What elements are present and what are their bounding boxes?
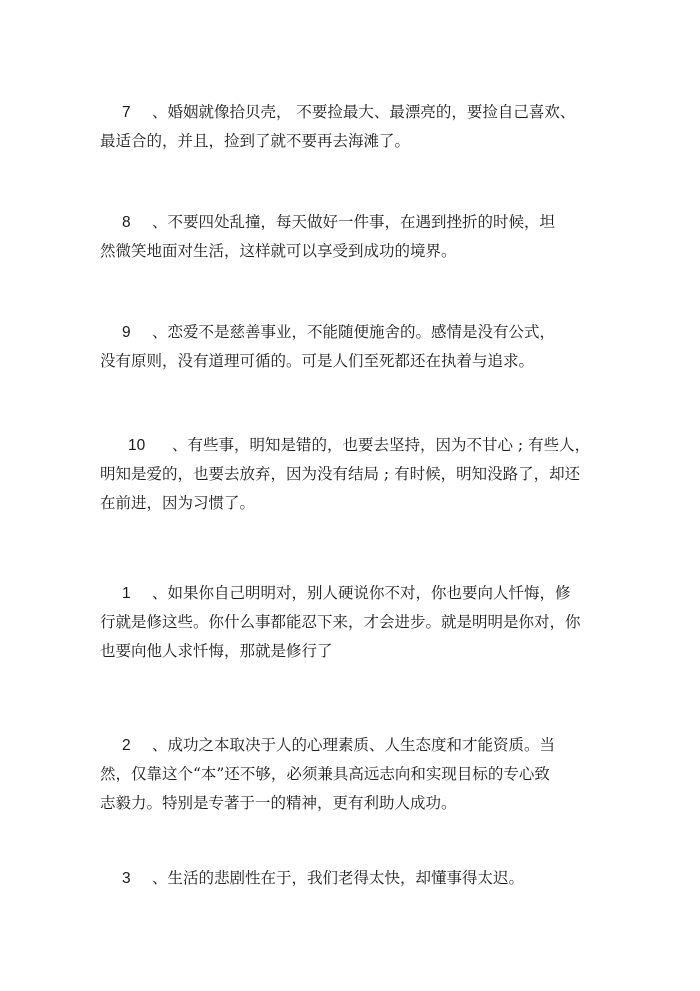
entry-line: 行就是修这些。你什么事都能忍下来，才会进步。就是明明是你对，你 — [100, 613, 581, 631]
entry-line — [100, 731, 590, 760]
entry-line — [100, 864, 590, 893]
entry-7 — [100, 98, 590, 156]
entry-line: 志毅力。特别是专著于一的精神，更有利助人成功。 — [100, 794, 457, 812]
entry-text: 、恋爱不是慈善事业，不能随便施舍的。感情是没有公式， — [152, 323, 556, 341]
entry-line — [100, 98, 590, 127]
entry-line — [100, 318, 590, 347]
entry-text: 、不要四处乱撞，每天做好一件事，在遇到挫折的时候，坦 — [152, 213, 556, 231]
entry-text: 、成功之本取决于人的心理素质、人生态度和才能资质。当 — [152, 736, 556, 754]
entry-8 — [100, 208, 590, 266]
entry-line: 没有原则，没有道理可循的。可是人们至死都还在执着与追求。 — [100, 352, 535, 370]
entry-10 — [100, 431, 590, 518]
entry-line: 也要向他人求忏悔，那就是修行了 — [100, 642, 333, 660]
entry-line — [100, 208, 590, 237]
entry-3 — [100, 864, 590, 893]
entry-number: 9 — [122, 324, 131, 341]
entry-text: 、如果你自己明明对，别人硬说你不对，你也要向人忏悔，修 — [152, 584, 571, 602]
entry-line — [100, 431, 590, 460]
entry-line: 在前进，因为习惯了。 — [100, 494, 256, 512]
entry-text: 、生活的悲剧性在于，我们老得太快，却懂事得太迟。 — [152, 869, 525, 887]
entry-text: 、有些事，明知是错的，也要去坚持，因为不甘心 ; 有些人， — [172, 436, 591, 454]
entry-number: 8 — [122, 214, 131, 231]
entry-line: 明知是爱的，也要去放弃，因为没有结局 ; 有时候，明知没路了，却还 — [100, 465, 581, 483]
entry-9 — [100, 318, 590, 376]
entry-2 — [100, 731, 590, 818]
entry-number: 2 — [122, 737, 131, 754]
entry-number: 3 — [122, 870, 131, 887]
entry-line: 然微笑地面对生活，这样就可以享受到成功的境界。 — [100, 242, 457, 260]
entry-text: 、婚姻就像拾贝壳， 不要捡最大、最漂亮的，要捡自己喜欢、 — [152, 103, 576, 121]
entry-number: 7 — [122, 104, 131, 121]
entry-line: 然，仅靠这个“本”还不够，必须兼具高远志向和实现目标的专心致 — [100, 765, 550, 783]
entry-number: 10 — [128, 437, 146, 454]
entry-line: 最适合的，并且，捡到了就不要再去海滩了。 — [100, 132, 411, 150]
entry-line — [100, 579, 590, 608]
entry-number: 1 — [122, 585, 131, 602]
entry-1 — [100, 579, 590, 666]
